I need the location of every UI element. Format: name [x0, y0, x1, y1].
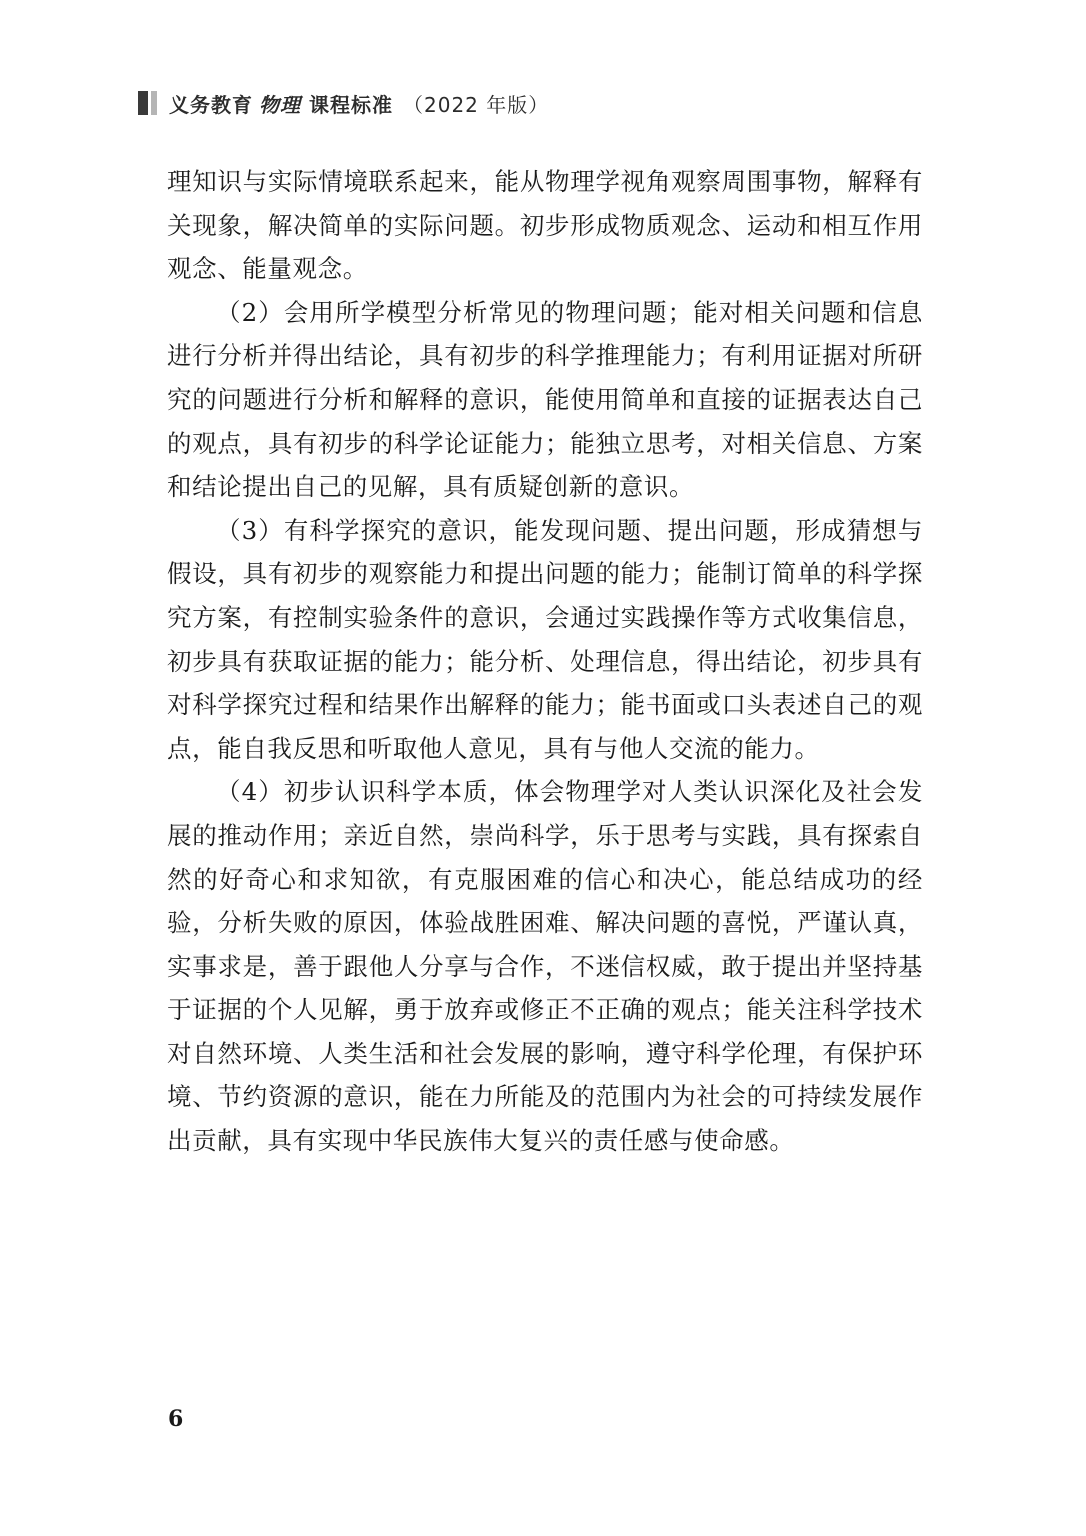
paragraph-item-3: （3）有科学探究的意识，能发现问题、提出问题，形成猜想与假设，具有初步的观察能力和提出问题的能力；能制订简单的科学探究方案，有控制实验条件的意识，会通过实践操作等方式收集信息，初步具有获取证据的能力；能分析、处理信息，得出结论，初步具有对科学探究过程和结果作出解释的能力；能书面或口头表述自己的观点，能自我反思和听取他人意见，具有与他人交流的能力。 — [167, 515, 923, 763]
header-subject: 物理 — [259, 92, 301, 117]
paragraph-continued: 理知识与实际情境联系起来，能从物理学视角观察周围事物，解释有关现象，解决简单的实际问题。初步形成物质观念、运动和相互作用观念、能量观念。 — [167, 167, 923, 284]
header-bar-icon — [138, 91, 157, 115]
running-header — [138, 88, 549, 118]
header-title — [169, 89, 549, 118]
paragraph-item-4: （4）初步认识科学本质，体会物理学对人类认识深化及社会发展的推动作用；亲近自然，崇尚科学，乐于思考与实践，具有探索自然的好奇心和求知欲，有克服困难的信心和决心，能总结成功的经验，分析失败的原因，体验战胜困难、解决问题的喜悦，严谨认真，实事求是，善于跟他人分享与合作，不迷信权威，敢于提出并坚持基于证据的个人见解，勇于放弃或修正不正确的观点；能关注科学技术对自然环境、人类生活和社会发展的影响，遵守科学伦理，有保护环境、节约资源的意识，能在力所能及的范围内为社会的可持续发展作出贡献，具有实现中华民族伟大复兴的责任感与使命感。 — [167, 777, 923, 1156]
header-prefix: 义务教育 — [169, 92, 253, 117]
body-text — [167, 160, 923, 1163]
page-number: 6 — [168, 1406, 184, 1432]
header-edition: （2022 年版） — [403, 92, 550, 117]
paragraph-item-2: （2）会用所学模型分析常见的物理问题；能对相关问题和信息进行分析并得出结论，具有初步的科学推理能力；有利用证据对所研究的问题进行分析和解释的意识，能使用简单和直接的证据表达自己的观点，具有初步的科学论证能力；能独立思考，对相关信息、方案和结论提出自己的见解，具有质疑创新的意识。 — [167, 297, 923, 502]
header-book-title: 课程标准 — [309, 92, 393, 117]
